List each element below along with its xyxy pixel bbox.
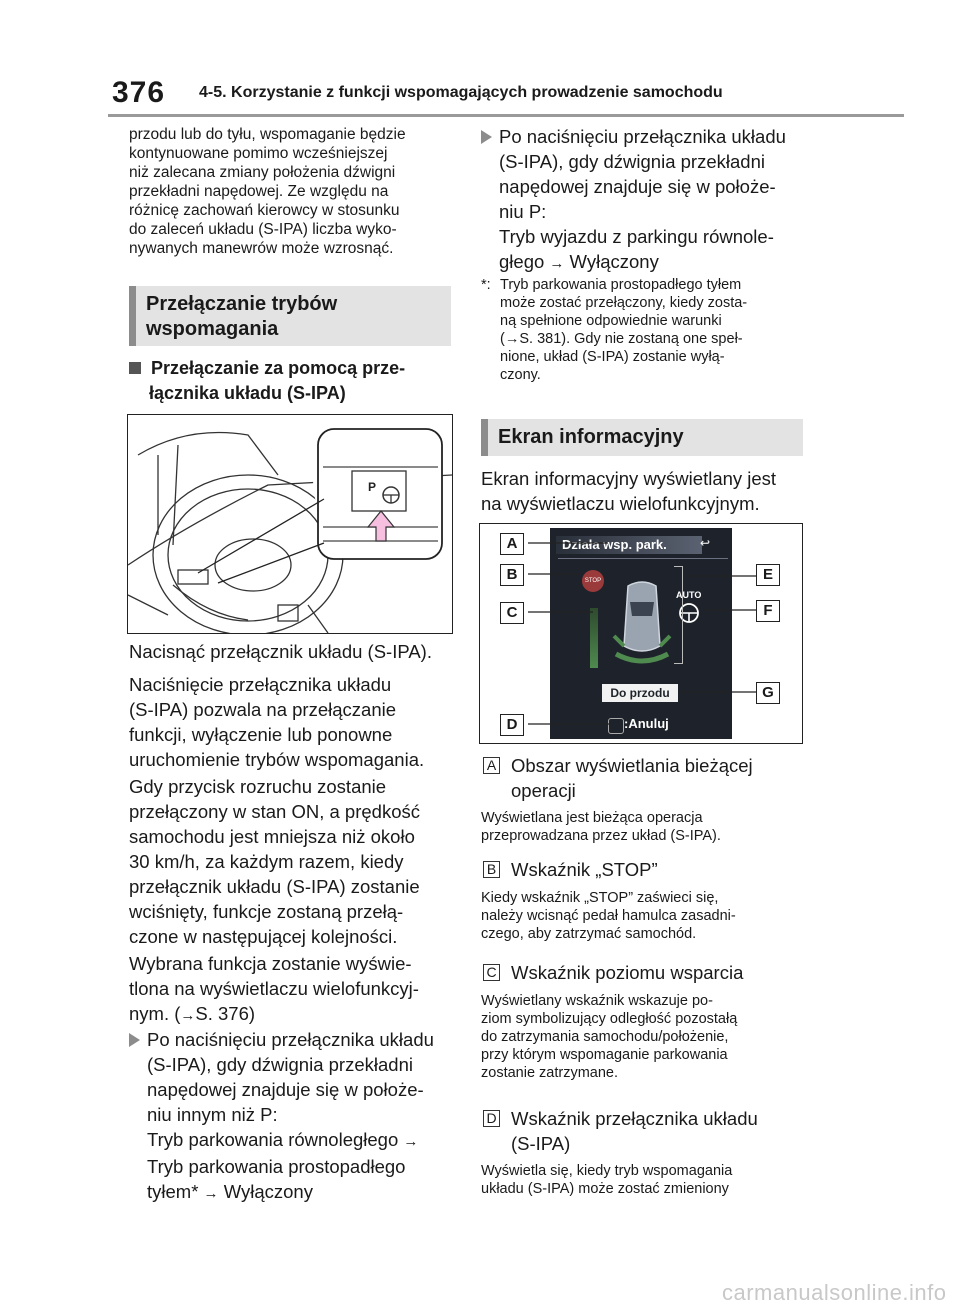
text-line: funkcji, wyłączenie lub ponowne (129, 724, 393, 745)
text-line: do zaleceń układu (S-IPA) liczba wyko- (129, 221, 397, 238)
item-desc: do zatrzymania samochodu/położenie, (481, 1029, 729, 1045)
arrow-right-icon: → (504, 331, 520, 347)
info-screen-intro (481, 466, 811, 516)
item-desc: przy którym wspomaganie parkowania (481, 1047, 728, 1063)
triangle-bullet-icon (129, 1033, 140, 1047)
page-reference-link[interactable]: S. 376) (195, 1003, 256, 1024)
text-line: Tryb wyjazdu z parkingu równole- (499, 226, 774, 247)
legend-item-a (481, 753, 816, 845)
mode-off: Wyłączony (223, 1181, 313, 1202)
mode-perpendicular: Tryb parkowania prostopadłego (147, 1156, 406, 1177)
square-bullet-icon (129, 362, 141, 374)
callout-c: C (500, 602, 524, 624)
item-title: (S-IPA) (511, 1133, 571, 1154)
callout-d: D (500, 714, 524, 736)
text-line: na wyświetlaczu wielofunkcyjnym. (481, 493, 760, 514)
arrow-right-icon: → (203, 1185, 219, 1202)
item-title: Wskaźnik przełącznika układu (511, 1108, 758, 1129)
text-line: Wybrana funkcja zostanie wyświe- (129, 953, 412, 974)
text-line: wciśnięty, funkcje zostaną przełą- (129, 901, 404, 922)
item-desc: czego, aby zatrzymać samochód. (481, 926, 697, 942)
heading-line: wspomagania (146, 318, 279, 340)
arrow-right-icon: → (180, 1007, 196, 1024)
text-line: Gdy przycisk rozruchu zostanie (129, 776, 387, 797)
item-title: operacji (511, 780, 576, 801)
bullet-in-p (481, 124, 811, 276)
text-line: czony. (500, 367, 541, 383)
bullet-not-p (129, 1027, 459, 1206)
legend-item-c (481, 960, 816, 1082)
text-line: kontynuowane pomimo wcześniejszej (129, 145, 388, 162)
dashboard-figure (127, 414, 453, 634)
mode-parallel: Tryb parkowania równoległego (147, 1129, 399, 1150)
chapter-title: 4-5. Korzystanie z funkcji wspomagających prowadzenie samochodu (199, 84, 723, 101)
subheading-line: Przełączanie za pomocą prze- (151, 358, 406, 378)
callout-leader-lines (480, 524, 802, 743)
text-line: napędowej znajduje się w położe- (147, 1079, 424, 1100)
key-box-a: A (483, 757, 500, 774)
text-line: czone w następującej kolejności. (129, 926, 398, 947)
section-heading-info-screen: Ekran informacyjny (481, 419, 803, 456)
text-line: Po naciśnięciu przełącznika układu (499, 126, 786, 147)
key-box-b: B (483, 861, 500, 878)
subheading-line: łącznika układu (S-IPA) (149, 383, 346, 403)
para-switching (129, 672, 459, 772)
item-desc: Wyświetlana jest bieżąca operacja (481, 810, 703, 826)
text-line: niż zalecana zmiany położenia dźwigni (129, 164, 396, 181)
auto-label: AUTO (676, 590, 702, 600)
dashboard-illustration (128, 415, 452, 633)
item-title: Wskaźnik „STOP” (511, 859, 658, 880)
legend-item-b (481, 857, 816, 943)
text-line: ( (500, 331, 505, 347)
text-line: 30 km/h, za każdym razem, kiedy (129, 851, 404, 872)
text-line: nym. ( (129, 1003, 181, 1024)
heading-line: Przełączanie trybów (146, 293, 338, 315)
key-box-c: C (483, 964, 500, 981)
key-box-d: D (483, 1110, 500, 1127)
triangle-bullet-icon (481, 130, 492, 144)
section-heading-modes (129, 286, 451, 346)
callout-g: G (756, 682, 780, 704)
callout-b: B (500, 564, 524, 586)
item-desc: ziom symbolizujący odległość pozostałą (481, 1011, 738, 1027)
page-reference-link[interactable]: S. 381). Gdy nie zostaną one speł- (519, 331, 743, 347)
item-title: Obszar wyświetlania bieżącej (511, 755, 753, 776)
callout-a: A (500, 533, 524, 555)
page-number: 376 (112, 76, 166, 109)
text-line: Tryb parkowania prostopadłego tyłem (500, 277, 742, 293)
intro-paragraph (129, 125, 459, 258)
text-line: niu innym niż P: (147, 1104, 278, 1125)
cancel-label: :Anuluj (624, 716, 669, 731)
arrow-right-icon: → (403, 1133, 419, 1150)
text-line: tlona na wyświetlaczu wielofunkcyj- (129, 978, 419, 999)
item-title: Wskaźnik poziomu wsparcia (511, 962, 744, 983)
text-line: Naciśnięcie przełącznika układu (129, 674, 392, 695)
text-line: nione, układ (S-IPA) zostanie wyłą- (500, 349, 725, 365)
subheading-switch (129, 356, 459, 406)
item-desc: Wyświetlany wskaźnik wskazuje po- (481, 993, 713, 1009)
back-icon: ↩ (700, 536, 711, 550)
figure-p-label: P (368, 480, 377, 494)
direction-label: Do przodu (602, 684, 678, 702)
text-line: przekładni napędowej. Ze względu na (129, 183, 389, 200)
item-desc: układu (S-IPA) może zostać zmieniony (481, 1181, 729, 1197)
mode-off: Wyłączony (569, 251, 659, 272)
text-line: (S-IPA) pozwala na przełączanie (129, 699, 397, 720)
info-screen-figure (479, 523, 803, 744)
para-display (129, 951, 459, 1028)
watermark: carmanualsonline.info (722, 1280, 947, 1305)
mode-exit: głego (499, 251, 545, 272)
item-desc: Kiedy wskaźnik „STOP” zaświeci się, (481, 890, 719, 906)
mode-perpendicular-tail: tyłem* (147, 1181, 199, 1202)
text-line: przełączony w stan ON, a prędkość (129, 801, 420, 822)
text-line: przełącznik układu (S-IPA) zostanie (129, 876, 420, 897)
callout-e: E (756, 564, 780, 586)
text-line: może zostać przełączony, kiedy zosta- (500, 295, 748, 311)
item-desc: zostanie zatrzymane. (481, 1065, 619, 1081)
stop-indicator-icon: STOP (582, 570, 604, 592)
text-line: niu P: (499, 201, 547, 222)
text-line: ną spełnione odpowiednie warunki (500, 313, 722, 329)
text-line: Ekran informacyjny wyświetlany jest (481, 468, 777, 489)
text-line: napędowej znajduje się w położe- (499, 176, 776, 197)
footnote (481, 276, 811, 384)
arrow-right-icon: → (549, 255, 565, 272)
item-desc: należy wcisnąć pedał hamulca zasadni- (481, 908, 736, 924)
para-sequence-intro (129, 774, 459, 949)
footnote-marker: *: (481, 277, 491, 293)
para-press-switch: Nacisnąć przełącznik układu (S-IPA). (129, 641, 432, 662)
legend-item-d (481, 1106, 816, 1198)
callout-f: F (756, 600, 780, 622)
screen-title: Działa wsp. park. (556, 536, 702, 554)
item-desc: Wyświetla się, kiedy tryb wspomagania (481, 1163, 733, 1179)
text-line: uruchomienie trybów wspomagania. (129, 749, 425, 770)
text-line: różnicę zachowań kierowcy w stosunku (129, 202, 400, 219)
text-line: Po naciśnięciu przełącznika układu (147, 1029, 434, 1050)
text-line: przodu lub do tyłu, wspomaganie będzie (129, 126, 406, 143)
item-desc: przeprowadzana przez układ (S-IPA). (481, 828, 721, 844)
text-line: samochodu jest mniejsza niż około (129, 826, 415, 847)
header-rule (108, 114, 904, 117)
text-line: nywanych manewrów może wzrosnąć. (129, 240, 394, 257)
text-line: (S-IPA), gdy dźwignia przekładni (499, 151, 765, 172)
text-line: (S-IPA), gdy dźwignia przekładni (147, 1054, 413, 1075)
